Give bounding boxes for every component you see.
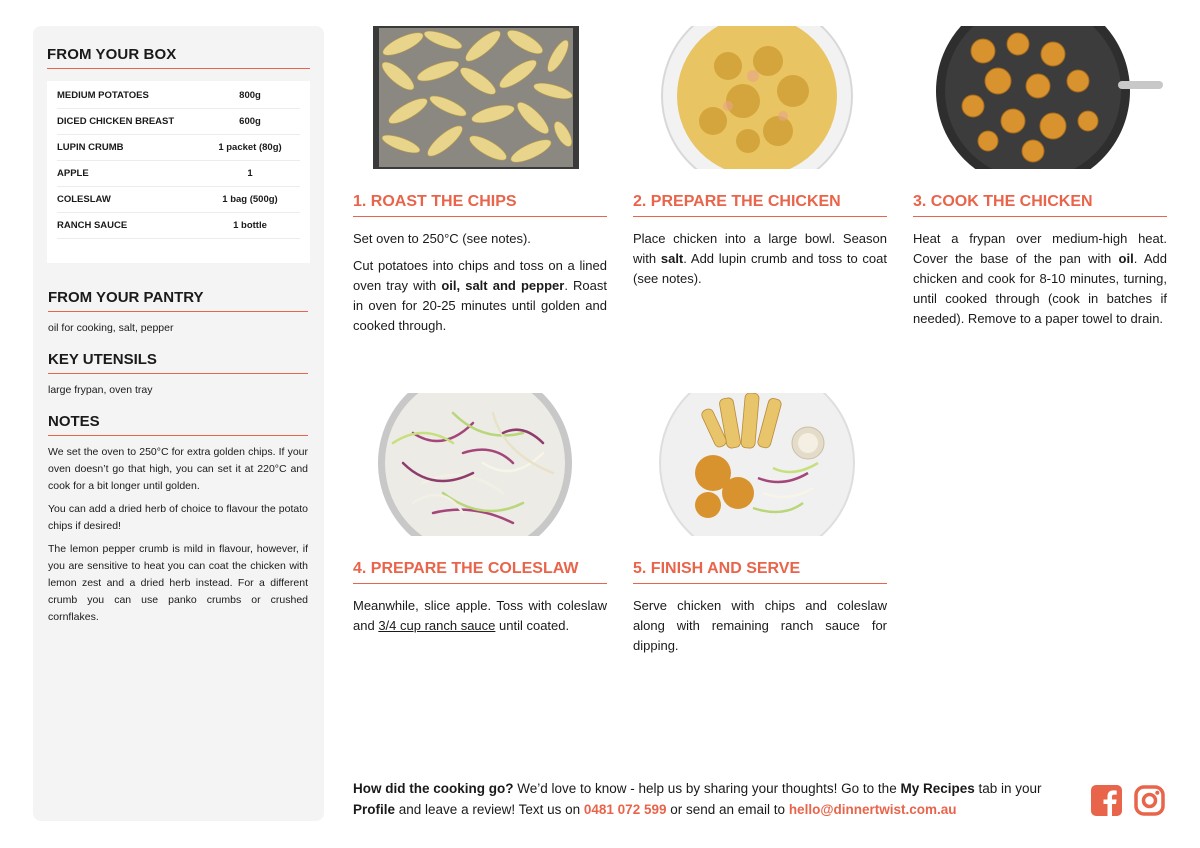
step-text: Cut potatoes into chips and toss on a lined oven tray with oil, salt and pepper. Roast in oven for 20-25 minutes until golden and cooked through.: [353, 258, 607, 333]
ingredient-qty: 1: [247, 168, 253, 179]
step-2: [633, 26, 887, 296]
step-4-photo: [353, 393, 607, 536]
phone-link[interactable]: 0481 072 599: [583, 802, 667, 817]
ingredient-row: [57, 213, 300, 239]
step-text: Set oven to 250°C (see notes).: [353, 231, 531, 246]
pantry-title: FROM YOUR PANTRY: [48, 289, 308, 312]
ingredient-name: DICED CHICKEN BREAST: [57, 116, 175, 127]
ingredient-qty: 1 bag (500g): [222, 194, 278, 205]
ingredient-row: [57, 83, 300, 109]
email-link[interactable]: hello@dinnertwist.com.au: [788, 802, 957, 817]
step-1-photo: [353, 26, 607, 169]
step-5: [633, 393, 887, 663]
step-title: 3. COOK THE CHICKEN: [913, 193, 1167, 217]
ingredient-name: APPLE: [57, 168, 89, 179]
step-4: [353, 393, 607, 643]
step-title: 2. PREPARE THE CHICKEN: [633, 193, 887, 217]
step-text: Meanwhile, slice apple. Toss with coleslaw and 3/4 cup ranch sauce until coated.: [353, 598, 607, 633]
pantry-text: oil for cooking, salt, pepper: [48, 322, 174, 334]
step-text: Serve chicken with chips and coleslaw along with remaining ranch sauce for dipping.: [633, 598, 887, 653]
ingredient-row: [57, 109, 300, 135]
box-title: FROM YOUR BOX: [47, 46, 310, 69]
sidebar: [33, 26, 324, 821]
ingredient-qty: 1 bottle: [233, 220, 267, 231]
ingredient-row: [57, 135, 300, 161]
my-recipes-link[interactable]: My Recipes: [900, 781, 975, 796]
note-paragraph: The lemon pepper crumb is mild in flavour, however, if you are sensitive to heat you can coat the chicken with lemon zest and a dried herb instead. For a different crumb you can use panko crumbs or crushed cornflakes.: [48, 543, 308, 623]
utensils-text: large frypan, oven tray: [48, 384, 153, 396]
ingredients-table: [47, 81, 310, 263]
profile-link[interactable]: Profile: [353, 802, 396, 817]
ingredient-name: RANCH SAUCE: [57, 220, 128, 231]
instagram-icon[interactable]: [1134, 785, 1165, 821]
ingredient-row: [57, 187, 300, 213]
footer-question: How did the cooking go?: [353, 781, 514, 796]
utensils-title: KEY UTENSILS: [48, 351, 308, 374]
note-paragraph: We set the oven to 250°C for extra golden chips. If your oven doesn’t go that high, you can set it at 220°C and cook for a bit longer until golden.: [48, 446, 308, 492]
step-1: [353, 26, 607, 343]
ingredient-qty: 1 packet (80g): [218, 142, 282, 153]
ingredient-qty: 600g: [239, 116, 261, 127]
step-title: 4. PREPARE THE COLESLAW: [353, 560, 607, 584]
step-title: 5. FINISH AND SERVE: [633, 560, 887, 584]
feedback-footer: How did the cooking go? We’d love to know - help us by sharing your thoughts! Go to the My Recipes tab in your Profile and leave a review! Text us on 0481 072 599 or send an email to hello@dinnertwist.com.au: [353, 781, 1042, 817]
notes-title: NOTES: [48, 413, 308, 436]
step-title: 1. ROAST THE CHIPS: [353, 193, 607, 217]
ingredient-name: LUPIN CRUMB: [57, 142, 124, 153]
ingredient-name: COLESLAW: [57, 194, 111, 205]
note-paragraph: You can add a dried herb of choice to flavour the potato chips if desired!: [48, 503, 308, 532]
step-2-photo: [633, 26, 887, 169]
ingredient-row: [57, 161, 300, 187]
ingredient-qty: 800g: [239, 90, 261, 101]
step-3-photo: [913, 26, 1167, 169]
facebook-icon[interactable]: [1091, 785, 1122, 821]
step-5-photo: [633, 393, 887, 536]
step-text: Place chicken into a large bowl. Season with salt. Add lupin crumb and toss to coat (see notes).: [633, 231, 887, 286]
step-text: Heat a frypan over medium-high heat. Cover the base of the pan with oil. Add chicken and cook for 8-10 minutes, turning, until cooked through (cook in batches if needed). Remove to a paper towel to drain.: [913, 231, 1167, 326]
step-3: [913, 26, 1167, 336]
ingredient-name: MEDIUM POTATOES: [57, 90, 149, 101]
